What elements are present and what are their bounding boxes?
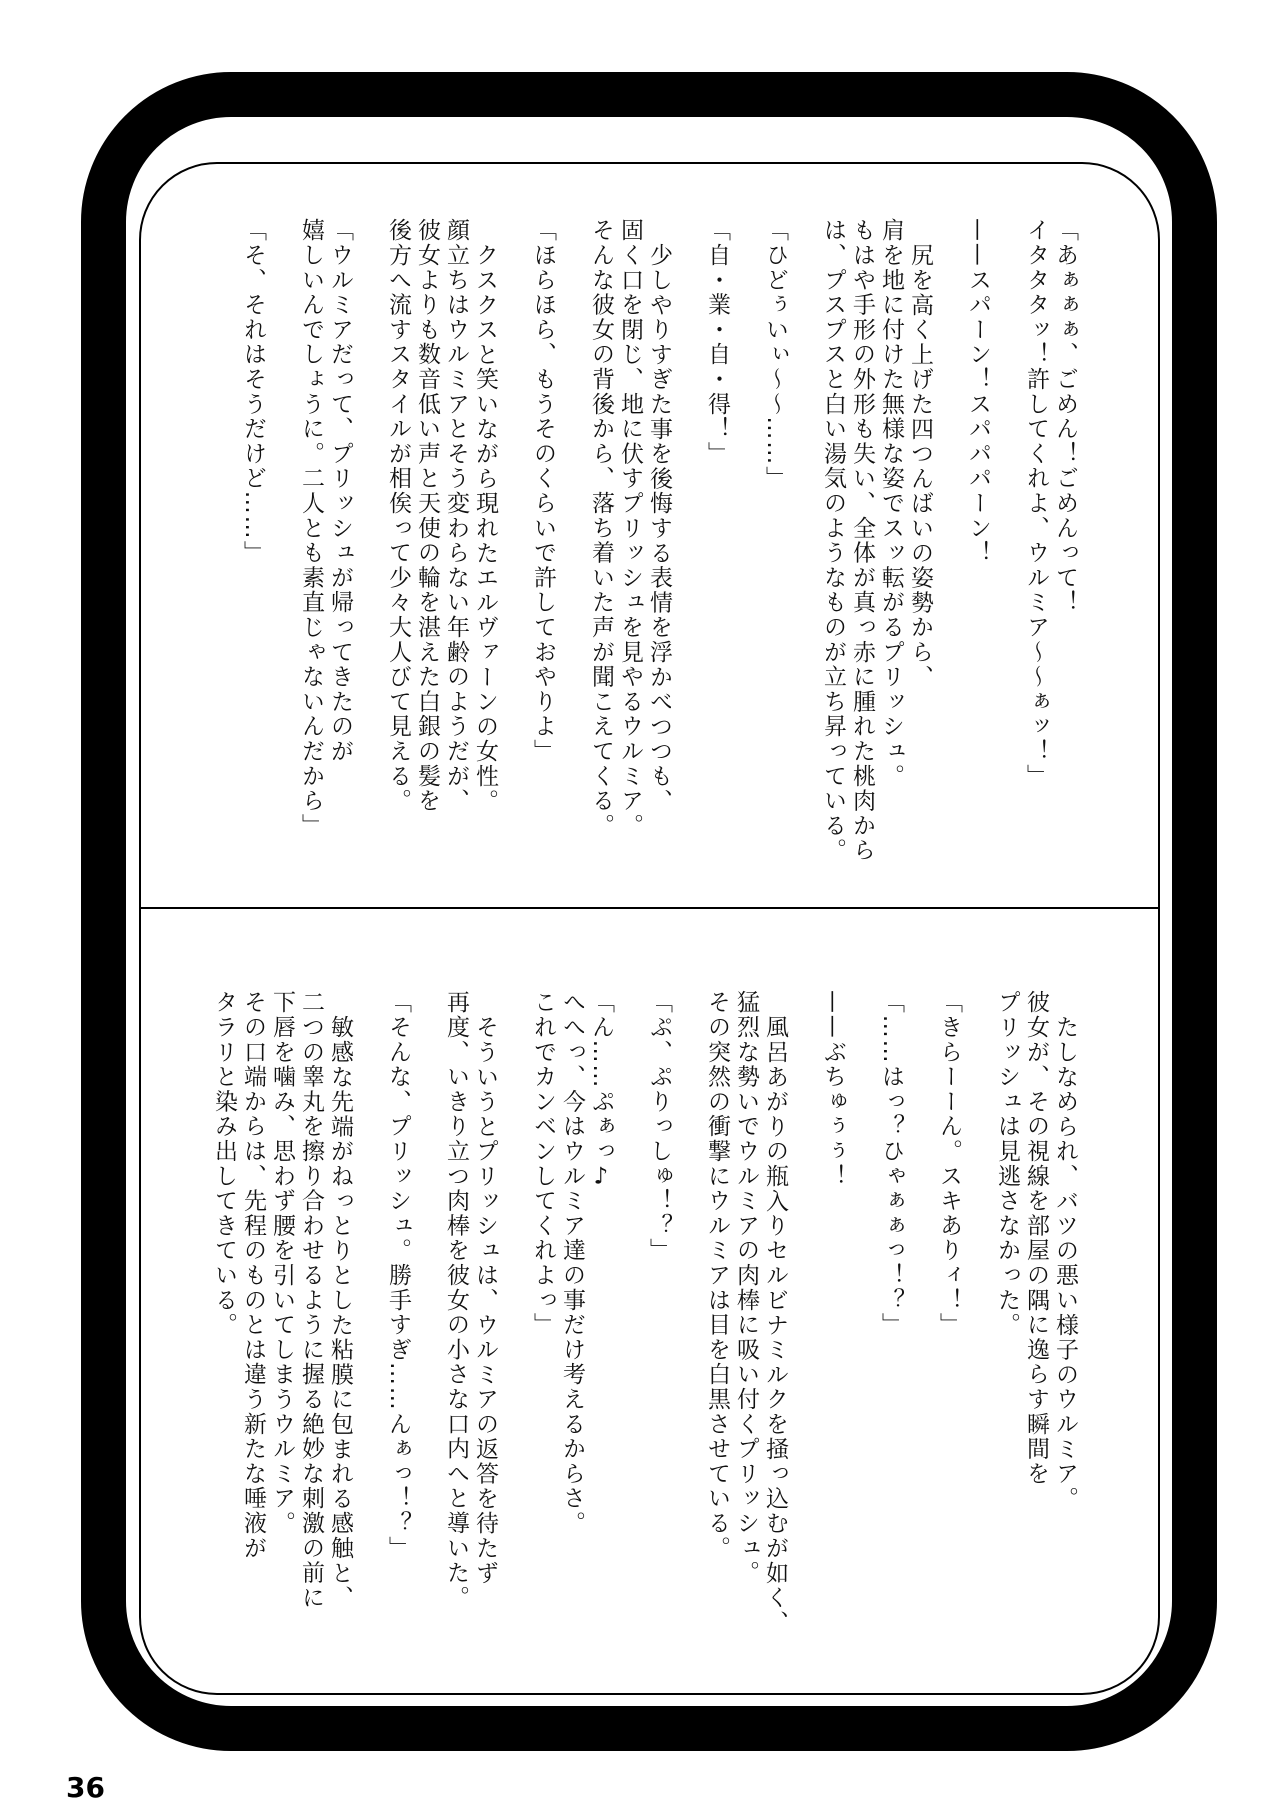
text-line: 「自・業・自・得！」: [704, 218, 730, 466]
blank-line: [499, 218, 528, 878]
text-line: これでカンベンしてくれよっ」: [530, 990, 556, 1338]
text-line: 「ひどぅいぃ〜〜……」: [762, 218, 788, 491]
text-line: 固く口を閉じ、地に伏すプリッシュを見やるウルミア。: [617, 218, 643, 838]
text-line: 下唇を噛み、思わず腰を引いてしまうウルミア。: [269, 990, 295, 1536]
text-line: 「そんな、プリッシュ。勝手すぎ……んぁっ！？」: [385, 990, 411, 1561]
blank-line: [789, 218, 818, 878]
panel-divider: [139, 907, 1160, 909]
blank-line: [905, 990, 934, 1650]
text-line: へへっ、今はウルミア達の事だけ考えるからさ。: [559, 990, 585, 1536]
text-line: 後方へ流すスタイルが相俟って少々大人びて見える。: [385, 218, 411, 814]
text-line: プリッシュは見逃さなかった。: [994, 990, 1020, 1338]
text-line: 彼女が、その視線を部屋の隅に逸らす瞬間を: [1023, 990, 1049, 1486]
blank-line: [354, 218, 383, 878]
text-line: 二つの睾丸を擦り合わせるように握る絶妙な刺激の前に: [298, 990, 324, 1610]
blank-line: [992, 218, 1021, 878]
text-panel-bottom: [209, 990, 1079, 1680]
text-line: 肩を地に付けた無様な姿でスッ転がるプリッシュ。: [878, 218, 904, 789]
text-line: 顔立ちはウルミアとそう変わらない年齢のようだが、: [443, 218, 469, 814]
text-line: 風呂あがりの瓶入りセルビナミルクを掻っ込むが如く、: [762, 1014, 788, 1635]
text-line: たしなめられ、バツの悪い様子のウルミア。: [1052, 1014, 1078, 1511]
text-line: もはや手形の外形も失い、全体が真っ赤に腫れた桃肉から: [849, 218, 875, 863]
text-line: 「ん……ぷぁっ♪: [588, 990, 614, 1192]
blank-line: [267, 218, 296, 878]
blank-line: [557, 218, 586, 878]
text-line: その突然の衝撃にウルミアは目を白黒させている。: [704, 990, 730, 1561]
blank-line: [673, 990, 702, 1650]
text-line: 彼女よりも数音低い声と天使の輪を湛えた白銀の髪を: [414, 218, 440, 814]
page-number: 36: [66, 1771, 105, 1804]
text-line: そういうとプリッシュは、ウルミアの返答を待たず: [472, 1014, 498, 1586]
text-line: 「きらーーん。スキありィ！」: [936, 990, 962, 1338]
text-line: その口端からは、先程のものとは違う新たな唾液が: [240, 990, 266, 1561]
text-line: 猛烈な勢いでウルミアの肉棒に吸い付くプリッシュ。: [733, 990, 759, 1586]
text-line: 「ウルミアだって、プリッシュが帰ってきたのが: [327, 218, 353, 764]
text-line: 「ぷ、ぷりっしゅ！？」: [646, 990, 672, 1263]
text-line: 「ほらほら、もうそのくらいで許しておやりよ」: [530, 218, 556, 764]
text-line: クスクスと笑いながら現れたエルヴァーンの女性。: [472, 242, 498, 814]
blank-line: [354, 990, 383, 1650]
text-line: 再度、いきり立つ肉棒を彼女の小さな口内へと導いた。: [443, 990, 469, 1610]
blank-line: [731, 218, 760, 878]
blank-line: [789, 990, 818, 1650]
blank-line: [934, 218, 963, 878]
text-line: 嬉しいんでしょうに。二人とも素直じゃないんだから」: [298, 218, 324, 838]
text-line: 尻を高く上げた四つんばいの姿勢から、: [907, 242, 933, 690]
blank-line: [963, 990, 992, 1650]
blank-line: [412, 990, 441, 1650]
blank-line: [615, 990, 644, 1650]
text-line: は、プスプスと白い湯気のようなものが立ち昇っている。: [820, 218, 846, 863]
text-line: イタタタッ！許してくれよ、ウルミア〜〜ぁッ！」: [1023, 218, 1049, 789]
text-line: タラリと染み出してきている。: [211, 990, 237, 1338]
text-line: ——ぶちゅぅぅ！: [820, 990, 846, 1189]
blank-line: [847, 990, 876, 1650]
blank-line: [673, 218, 702, 878]
text-line: 敏感な先端がねっとりとした粘膜に包まれる感触と、: [327, 1014, 353, 1611]
text-line: 「……はっ？ひゃぁぁっ！？」: [878, 990, 904, 1338]
text-line: 少しやりすぎた事を後悔する表情を浮かべつつも、: [646, 242, 672, 814]
blank-line: [499, 990, 528, 1650]
text-line: 「そ、それはそうだけど……」: [240, 218, 266, 566]
text-panel-top: [238, 218, 1079, 898]
text-line: 「あぁぁぁ、ごめん！ごめんって！: [1052, 218, 1078, 615]
text-line: そんな彼女の背後から、落ち着いた声が聞こえてくる。: [588, 218, 614, 838]
text-line: ——スパーン！スパパパーン！: [965, 218, 991, 566]
